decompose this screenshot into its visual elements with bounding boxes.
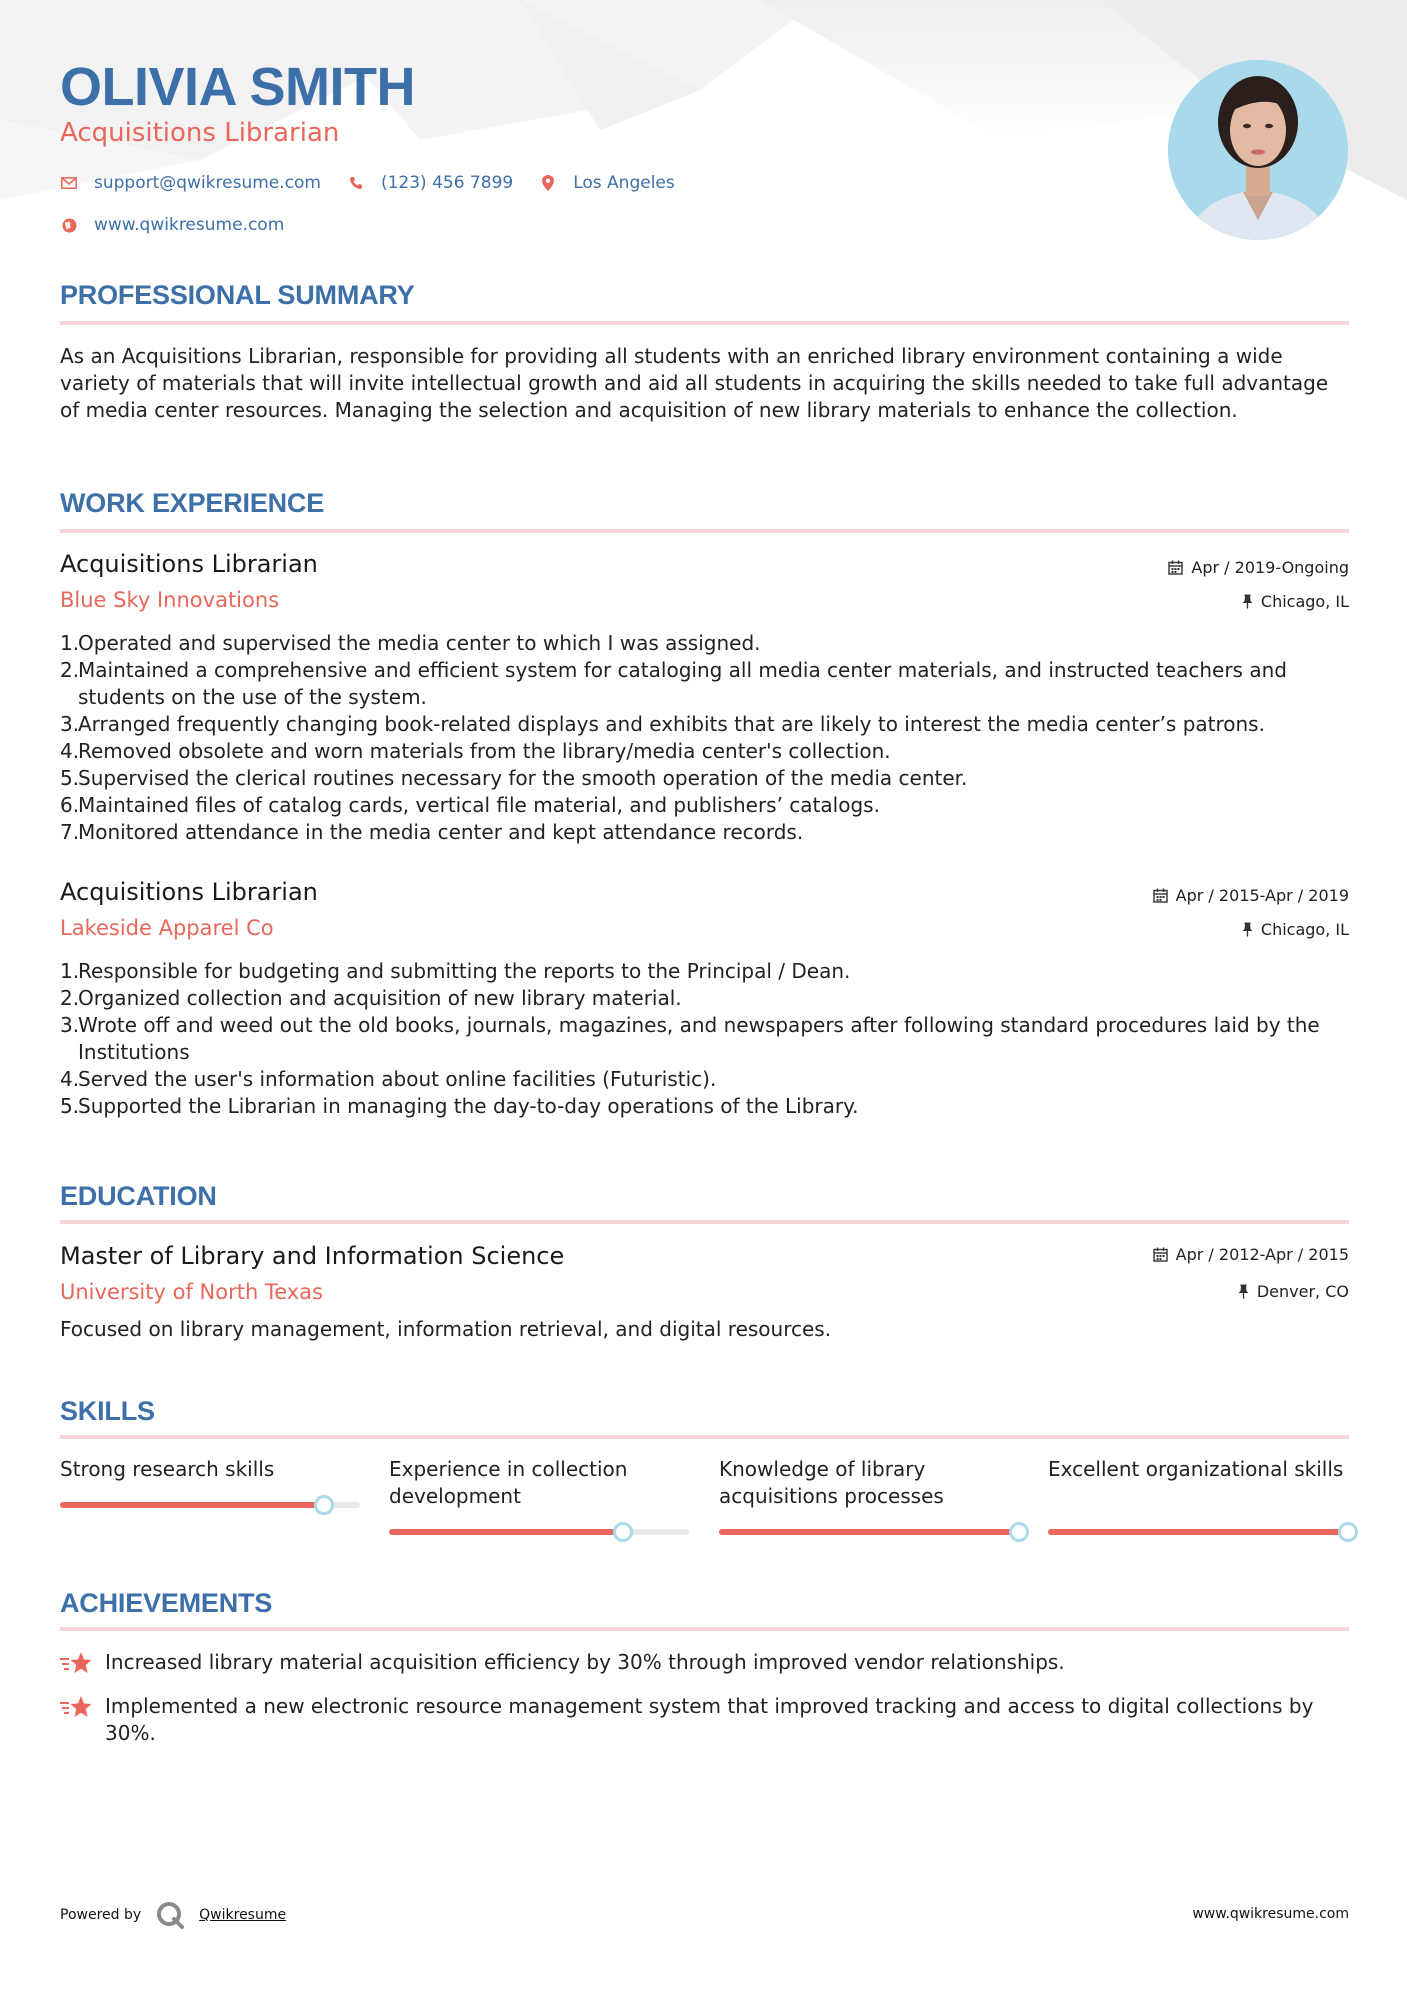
envelope-icon (60, 174, 78, 192)
list-item: 1. Operated and supervised the media center to which I was assigned. (60, 631, 761, 655)
education-heading: EDUCATION (60, 1181, 217, 1211)
skill-name: Strong research skills (60, 1457, 275, 1481)
candidate-name: OLIVIA SMITH (60, 57, 415, 117)
footer-powered-by (60, 1900, 286, 1930)
job-location (1242, 920, 1349, 939)
education-location (1238, 1282, 1349, 1301)
skill-bar-fill (60, 1502, 324, 1508)
pushpin-icon (1238, 1284, 1249, 1299)
summary-heading: PROFESSIONAL SUMMARY (60, 280, 415, 310)
education-description: Focused on library management, information retrieval, and digital resources. (60, 1317, 832, 1341)
star-badge-icon (60, 1651, 92, 1682)
achievement-text: Implemented a new electronic resource management system that improved tracking and access to digital collections by 30%. (105, 1694, 1314, 1745)
contact-row (60, 173, 701, 193)
skill-bar-knob (314, 1495, 334, 1515)
skill-bar-knob (1009, 1522, 1029, 1542)
calendar-icon (1153, 888, 1168, 903)
list-item: 1. Responsible for budgeting and submitting the reports to the Principal / Dean. (60, 959, 851, 983)
skill-item (719, 1456, 1019, 1510)
job-dates-text: Apr / 2019-Ongoing (1191, 558, 1349, 577)
skill-item (60, 1456, 360, 1483)
job-location (1242, 592, 1349, 611)
job-dates (1168, 558, 1349, 577)
contact-email[interactable] (60, 173, 321, 193)
contact-location (539, 173, 675, 193)
powered-by-label: Powered by (60, 1907, 142, 1923)
skill-item (389, 1456, 689, 1510)
list-item: 6. Maintained files of catalog cards, vertical file material, and publishers’ catalogs. (60, 793, 880, 817)
star-badge-icon (60, 1695, 92, 1726)
job-company: Blue Sky Innovations (60, 588, 280, 612)
education-dates-text: Apr / 2012-Apr / 2015 (1175, 1245, 1349, 1264)
candidate-title: Acquisitions Librarian (60, 118, 340, 148)
skill-bar-knob (1338, 1522, 1358, 1542)
list-item: 5. Supported the Librarian in managing the day-to-day operations of the Library. (60, 1094, 859, 1118)
section-divider (60, 1220, 1349, 1224)
contact-phone[interactable] (347, 173, 513, 193)
section-divider (60, 1435, 1349, 1439)
achievement-text: Increased library material acquisition efficiency by 30% through improved vendor relationships. (105, 1650, 1065, 1674)
list-item: 4. Served the user's information about online facilities (Futuristic). (60, 1067, 717, 1091)
job-dates (1153, 886, 1349, 905)
job-location-text: Chicago, IL (1260, 592, 1349, 611)
section-divider (60, 1627, 1349, 1631)
list-item: 3. Arranged frequently changing book-related displays and exhibits that are likely to interest the media center’s patrons. (60, 712, 1265, 736)
list-item: 2. Maintained a comprehensive and efficient system for cataloging all media center materials, and instructed teachers and students on the use of the system. (60, 658, 1287, 709)
website-text: www.qwikresume.com (94, 215, 285, 235)
job-location-text: Chicago, IL (1260, 920, 1349, 939)
footer-url[interactable]: www.qwikresume.com (1192, 1906, 1349, 1922)
list-item: 3. Wrote off and weed out the old books, journals, magazines, and newspapers after following standard procedures laid by the Institutions (60, 1013, 1320, 1064)
job-title: Acquisitions Librarian (60, 550, 318, 578)
education-dates (1153, 1245, 1349, 1264)
skill-bar (719, 1529, 1019, 1535)
skill-bar (1048, 1529, 1348, 1535)
school-name: University of North Texas (60, 1280, 323, 1304)
calendar-icon (1153, 1247, 1168, 1262)
job-title: Acquisitions Librarian (60, 878, 318, 906)
phone-text: (123) 456 7899 (380, 173, 514, 193)
job-bullets (60, 958, 1349, 1120)
contact-row-web (60, 215, 310, 235)
list-item: 4. Removed obsolete and worn materials from the library/media center's collection. (60, 739, 891, 763)
pushpin-icon (1242, 922, 1253, 937)
list-item: 5. Supervised the clerical routines necessary for the smooth operation of the media center. (60, 766, 968, 790)
calendar-icon (1168, 560, 1183, 575)
job-bullets (60, 630, 1349, 846)
profile-photo (1168, 60, 1348, 240)
achievements-heading: ACHIEVEMENTS (60, 1588, 273, 1618)
skill-item (1048, 1456, 1348, 1483)
list-item: 7. Monitored attendance in the media center and kept attendance records. (60, 820, 804, 844)
skill-bar-fill (389, 1529, 623, 1535)
achievement-item (60, 1693, 1349, 1747)
globe-icon (60, 216, 78, 234)
list-item: 2. Organized collection and acquisition of new library material. (60, 986, 682, 1010)
work-heading: WORK EXPERIENCE (60, 488, 325, 518)
skill-name: Excellent organizational skills (1048, 1457, 1344, 1481)
section-divider (60, 529, 1349, 533)
qwikresume-logo-icon (155, 1900, 185, 1930)
skill-name: Knowledge of library acquisitions processes (719, 1457, 944, 1508)
email-text: support@qwikresume.com (94, 173, 321, 193)
education-location-text: Denver, CO (1256, 1282, 1349, 1301)
skill-bar-knob (613, 1522, 633, 1542)
skill-bar (389, 1529, 689, 1535)
job-dates-text: Apr / 2015-Apr / 2019 (1175, 886, 1349, 905)
contact-website[interactable] (60, 215, 284, 235)
section-divider (60, 321, 1349, 325)
qwikresume-link[interactable]: Qwikresume (199, 1907, 287, 1923)
map-pin-icon (539, 174, 557, 192)
skill-bar-fill (719, 1529, 1019, 1535)
skill-name: Experience in collection development (389, 1457, 628, 1508)
location-text: Los Angeles (573, 173, 675, 193)
skill-bar-fill (1048, 1529, 1348, 1535)
summary-text: As an Acquisitions Librarian, responsible for providing all students with an enriched library environment containing a wide variety of materials that will invite intellectual growth and aid all students in acquiring the skills needed to take full advantage of media center resources. Managing the selection and acquisition of new library materials to enhance the collection. (60, 344, 1329, 422)
achievement-item (60, 1649, 1349, 1676)
degree-title: Master of Library and Information Science (60, 1242, 565, 1270)
pushpin-icon (1242, 594, 1253, 609)
job-company: Lakeside Apparel Co (60, 916, 274, 940)
skill-bar (60, 1502, 360, 1508)
skills-heading: SKILLS (60, 1396, 155, 1426)
phone-icon (347, 174, 365, 192)
